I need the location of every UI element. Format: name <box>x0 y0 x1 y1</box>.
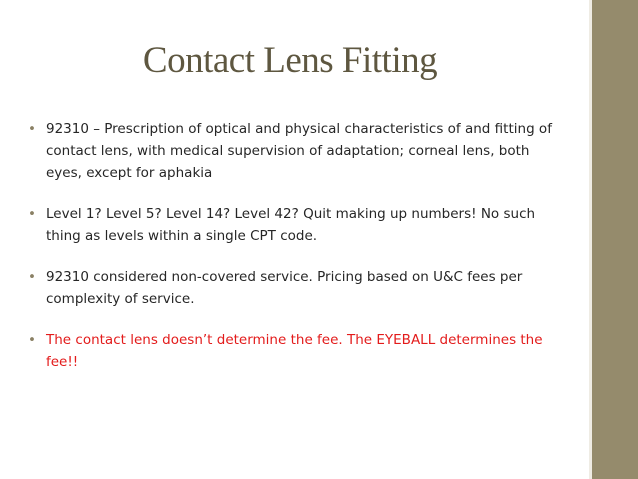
bullet-item-cpt-description <box>26 118 566 184</box>
bullet-marker-icon: • <box>28 332 36 348</box>
slide-title: Contact Lens Fitting <box>142 40 438 81</box>
side-accent-band <box>592 0 638 479</box>
bullet-item-non-covered <box>26 266 566 310</box>
bullet-item-eyeball <box>26 329 566 373</box>
bullet-marker-icon: • <box>28 269 36 285</box>
bullet-item-levels <box>26 203 566 247</box>
bullet-marker-icon: • <box>28 206 36 222</box>
bullet-text: 92310 – Prescription of optical and physical characteristics of and fitting of contact lens, with medical supervision of adaptation; corneal lens, both eyes, except for aphakia <box>46 121 552 181</box>
bullet-text: 92310 considered non-covered service. Pricing based on U&C fees per complexity of service. <box>46 269 523 307</box>
bullet-text: Level 1? Level 5? Level 14? Level 42? Quit making up numbers! No such thing as levels within a single CPT code. <box>46 206 536 244</box>
bullet-marker-icon: • <box>28 121 36 137</box>
bullet-list <box>26 118 566 392</box>
bullet-text-highlight: The contact lens doesn’t determine the fee. The EYEBALL determines the fee!! <box>46 332 543 370</box>
